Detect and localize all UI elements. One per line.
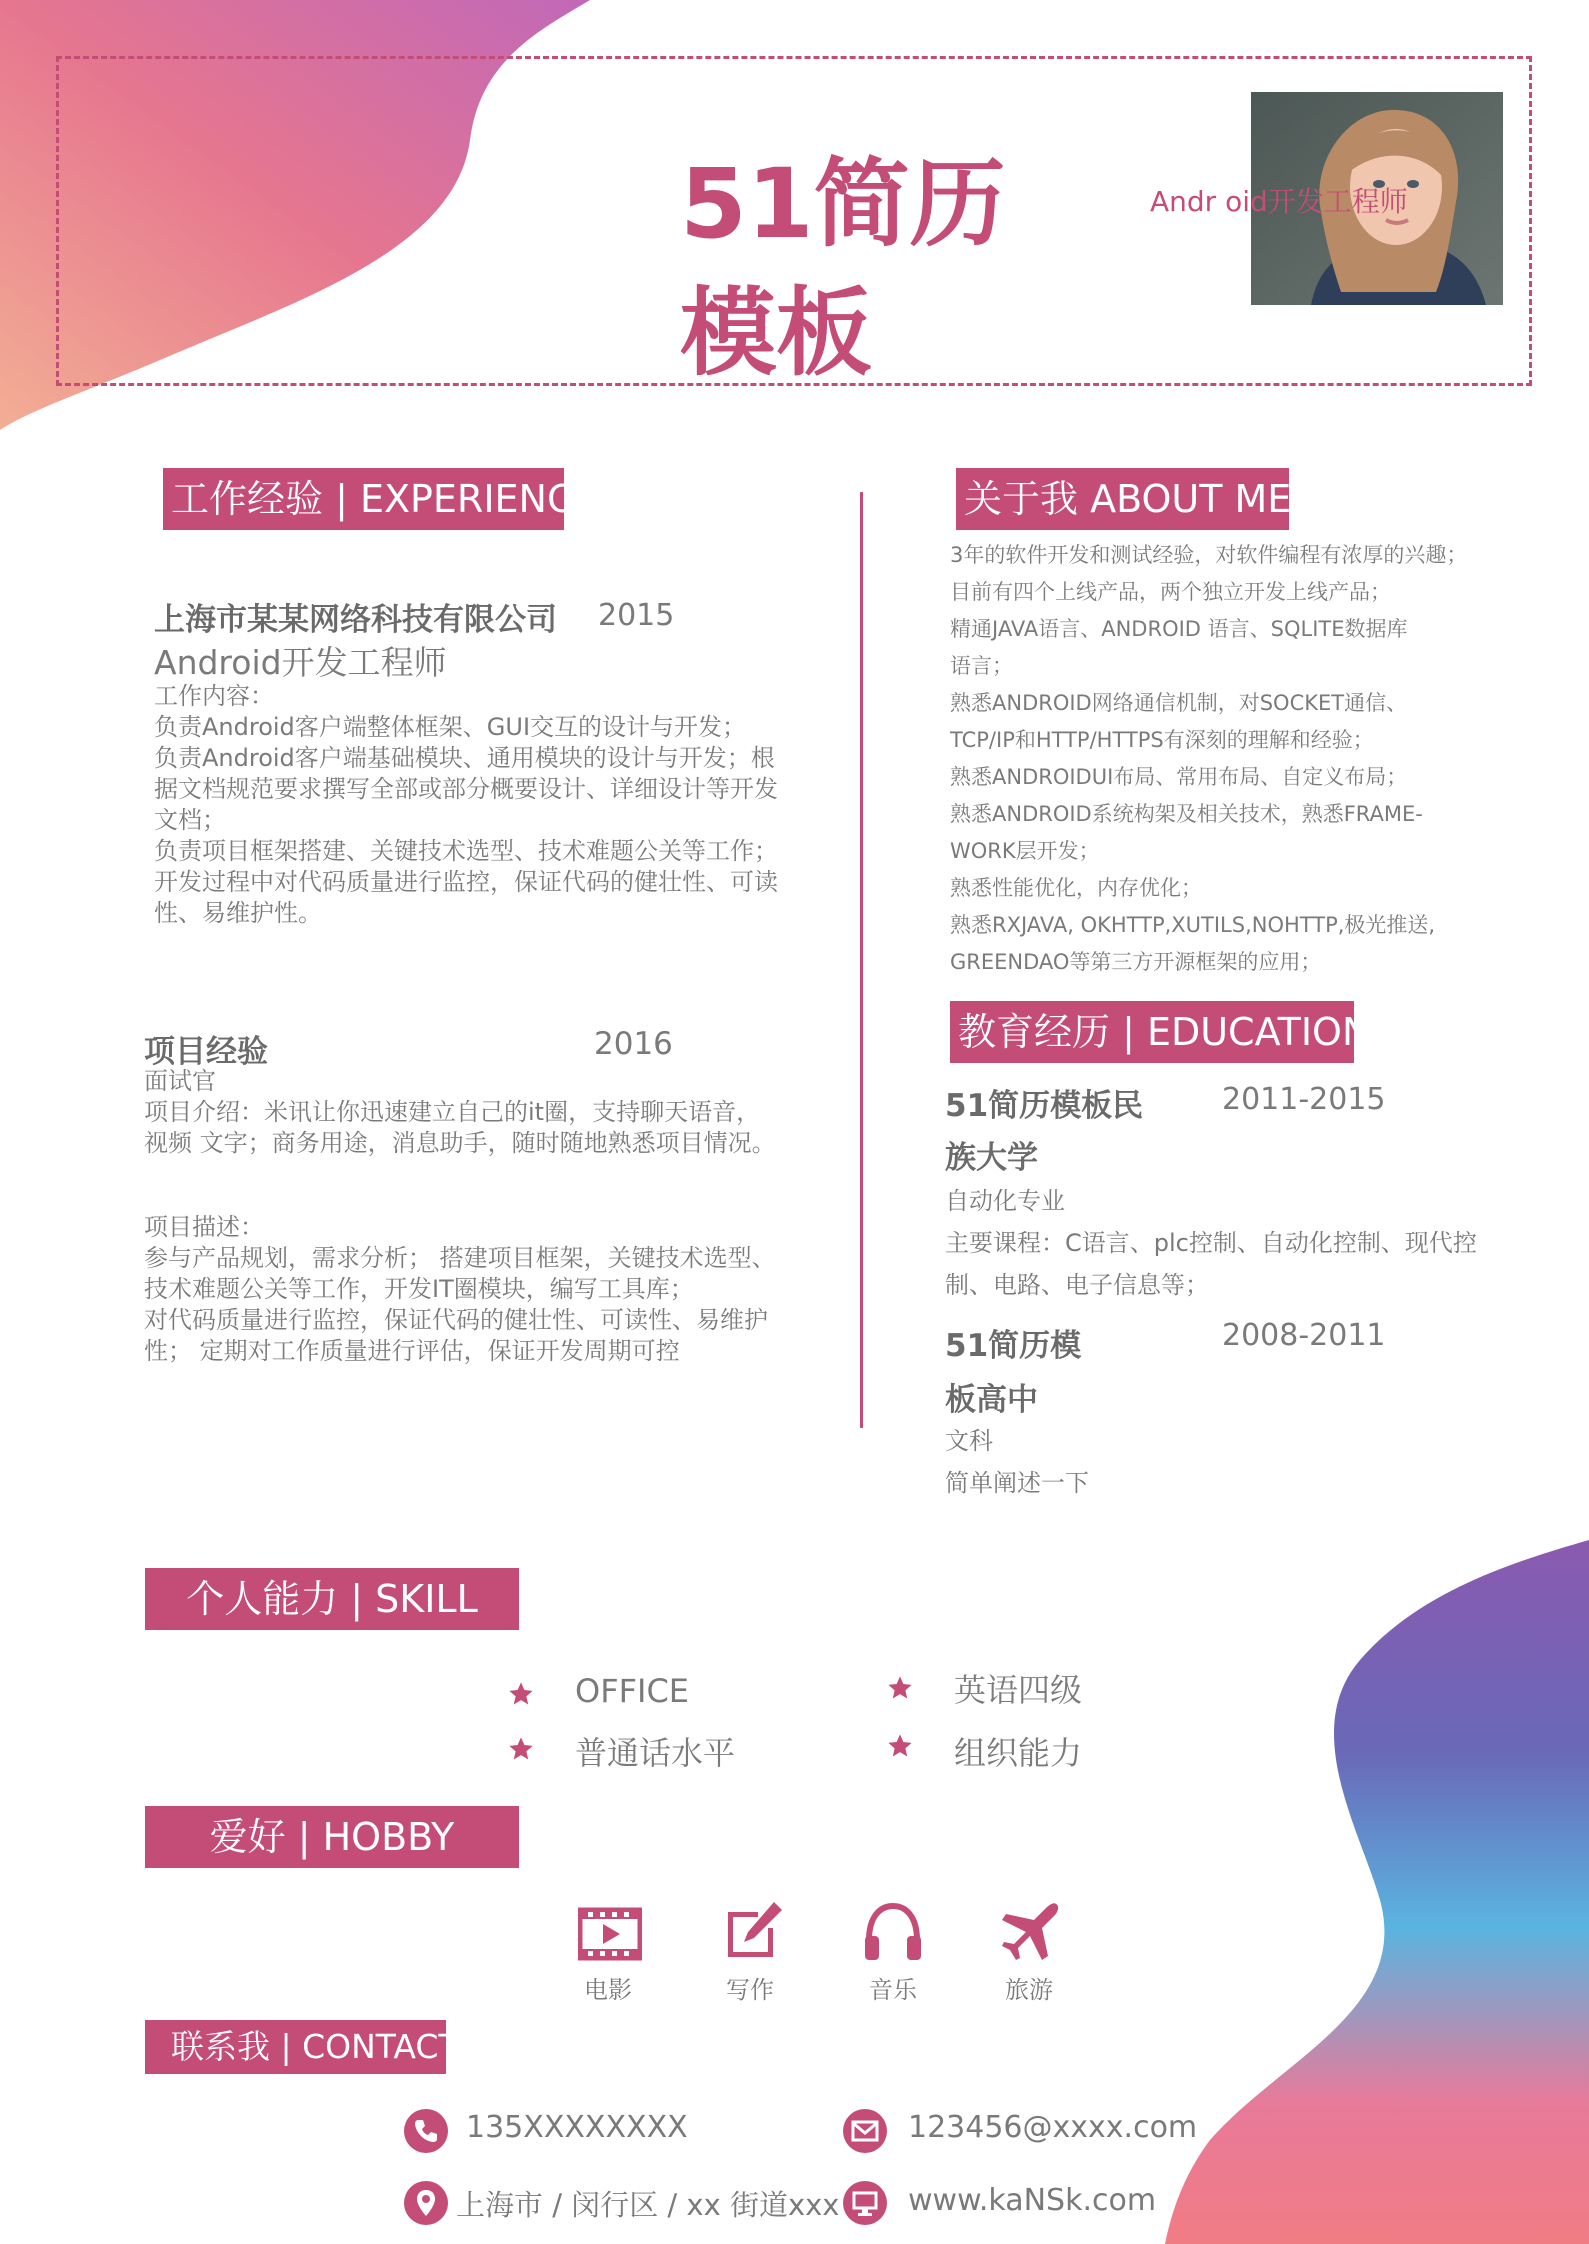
experience-line: 负责Android客户端整体框架、GUI交互的设计与开发； (154, 713, 747, 741)
resume-title-line1: 51简历 (680, 148, 1006, 260)
section-contact-label: 联系我 | CONTACT (145, 2020, 446, 2074)
section-hobby-label: 爱好 | HOBBY (145, 1806, 519, 1868)
school-name-line1: 51简历模板民 (945, 1088, 1144, 1124)
education-details (945, 1180, 1477, 1306)
experience-year: 2015 (598, 598, 675, 633)
school-years: 2008-2011 (1222, 1318, 1386, 1353)
education-line: 简单阐述一下 (945, 1469, 1089, 1497)
project-desc-line: 性； 定期对工作质量进行评估，保证开发周期可控 (144, 1337, 680, 1365)
headphones-icon (861, 1900, 925, 1964)
writing-icon (722, 1898, 786, 1962)
experience-line: 据文档规范要求撰写全部或部分概要设计、详细设计等开发 (154, 775, 778, 803)
column-divider (860, 492, 863, 1428)
company-name: 上海市某某网络科技有限公司 (154, 602, 557, 638)
about-line: 熟悉ANDROID网络通信机制，对SOCKET通信、 (950, 691, 1408, 715)
hobby-label: 电影 (584, 1976, 632, 2004)
about-line: 目前有四个上线产品，两个独立开发上线产品； (950, 580, 1391, 604)
skill-item: 组织能力 (954, 1734, 1083, 1772)
airplane-icon (998, 1900, 1062, 1964)
star-icon (507, 1680, 535, 1708)
project-year: 2016 (594, 1026, 673, 1062)
project-desc-line: 参与产品规划，需求分析； 搭建项目框架，关键技术选型、 (144, 1244, 776, 1272)
education-line: 文科 (945, 1427, 993, 1455)
school-years: 2011-2015 (1222, 1082, 1386, 1117)
location-icon (404, 2181, 448, 2225)
education-line: 主要课程：C语言、plc控制、自动化控制、现代控 (945, 1229, 1477, 1257)
project-description (144, 1212, 776, 1367)
position-title: Android开发工程师 (154, 643, 447, 682)
section-experience-label: 工作经验 | EXPERIENCE (163, 468, 564, 530)
star-icon (507, 1735, 535, 1763)
resume-title-line2: 模板 (680, 277, 872, 389)
phone-icon (404, 2109, 448, 2153)
project-intro-line: 视频 文字；商务用途，消息助手，随时随地熟悉项目情况。 (144, 1129, 776, 1157)
hobby-label: 音乐 (869, 1976, 917, 2004)
job-title: Andr oid开发工程师 (1150, 185, 1408, 218)
experience-line: 开发过程中对代码质量进行监控，保证代码的健壮性、可读 (154, 868, 778, 896)
email-address[interactable]: 123456@xxxx.com (908, 2110, 1198, 2145)
school-name-line1: 51简历模 (945, 1328, 1082, 1364)
about-line: 精通JAVA语言、ANDROID 语言、SQLITE数据库 (950, 617, 1408, 641)
about-line: 熟悉ANDROIDUI布局、常用布局、自定义布局； (950, 765, 1408, 789)
about-description (950, 537, 1467, 981)
project-desc-line: 技术难题公关等工作，开发IT圈模块，编写工具库； (144, 1275, 694, 1303)
section-skill-label: 个人能力 | SKILL (145, 1568, 519, 1630)
experience-description (154, 681, 778, 929)
about-line: 语言； (950, 654, 1013, 678)
experience-line: 负责Android客户端基础模块、通用模块的设计与开发；根 (154, 744, 775, 772)
experience-line: 工作内容： (154, 682, 274, 710)
section-about-label: 关于我 ABOUT ME (956, 468, 1289, 530)
project-role: 面试官 (144, 1067, 216, 1095)
project-desc-line: 项目描述： (144, 1213, 264, 1241)
skill-item: OFFICE (575, 1672, 689, 1710)
about-line: GREENDAO等第三方开源框架的应用； (950, 950, 1322, 974)
email-icon (843, 2109, 887, 2153)
hobby-label: 旅游 (1005, 1976, 1053, 2004)
about-line: WORK层开发； (950, 839, 1100, 863)
about-line: 熟悉性能优化，内存优化； (950, 876, 1202, 900)
star-icon (886, 1732, 914, 1760)
bottom-right-blob (1165, 1540, 1589, 2244)
about-line: 熟悉RXJAVA, OKHTTP,XUTILS,NOHTTP,极光推送, (950, 913, 1436, 937)
experience-line: 负责项目框架搭建、关键技术选型、技术难题公关等工作； (154, 837, 778, 865)
project-desc-line: 对代码质量进行监控，保证代码的健壮性、可读性、易维护 (144, 1306, 768, 1334)
school-name-line2: 族大学 (945, 1140, 1038, 1176)
hobby-label: 写作 (726, 1976, 774, 2004)
project-title: 项目经验 (144, 1034, 268, 1070)
phone-number[interactable]: 135XXXXXXXX (466, 2110, 688, 2145)
skill-item: 英语四级 (954, 1671, 1083, 1709)
section-education-label: 教育经历 | EDUCATION (950, 1001, 1354, 1063)
school-name-line2: 板高中 (945, 1382, 1038, 1418)
experience-line: 文档； (154, 806, 226, 834)
website-icon (843, 2181, 887, 2225)
education-line: 制、电路、电子信息等； (945, 1271, 1209, 1299)
education-details (945, 1420, 1089, 1504)
website[interactable]: www.kaNSk.com (908, 2183, 1157, 2218)
movie-icon (578, 1902, 642, 1966)
about-line: 熟悉ANDROID系统构架及相关技术，熟悉FRAME- (950, 802, 1423, 826)
project-intro-line: 项目介绍：米讯让你迅速建立自己的it圈，支持聊天语音， (144, 1098, 761, 1126)
about-line: TCP/IP和HTTP/HTTPS有深刻的理解和经验； (950, 728, 1374, 752)
education-line: 自动化专业 (945, 1187, 1065, 1215)
star-icon (886, 1674, 914, 1702)
skill-item: 普通话水平 (575, 1734, 736, 1772)
address: 上海市 / 闵行区 / xx 街道xxx (456, 2188, 840, 2222)
experience-line: 性、易维护性。 (154, 899, 322, 927)
about-line: 3年的软件开发和测试经验，对软件编程有浓厚的兴趣； (950, 543, 1468, 567)
project-intro (144, 1066, 776, 1159)
